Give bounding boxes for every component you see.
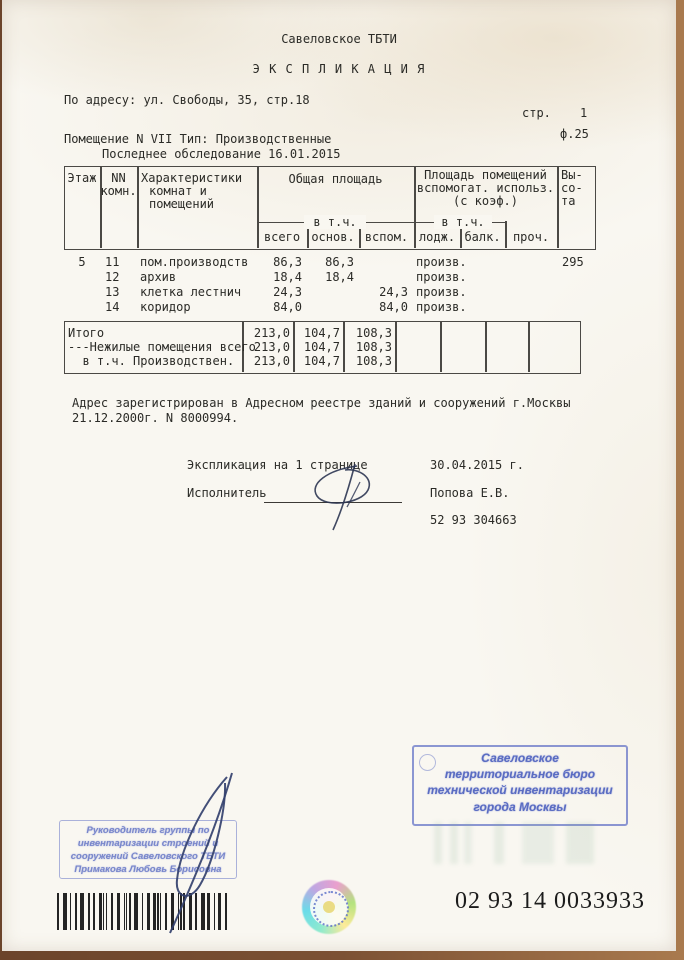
totals-row-aux: 108,3	[355, 354, 392, 368]
stamp-line: технической инвентаризации	[427, 783, 613, 797]
stamp-line: Савеловское	[481, 751, 559, 765]
col-group-total-area: Общая площадь	[288, 172, 383, 186]
col-characteristics: помещений	[149, 197, 215, 211]
table-row-room: 14	[105, 300, 120, 314]
signoff-date: 30.04.2015 г.	[430, 458, 524, 472]
col-group-aux-area: (с коэф.)	[452, 194, 519, 208]
table-row-room: 13	[105, 285, 120, 299]
totals-row-aux: 108,3	[355, 340, 392, 354]
stamp-line: Примакова Любовь Борисовна	[74, 864, 222, 875]
col-characteristics: Характеристики	[141, 171, 243, 185]
executor-code: 52 93 304663	[430, 513, 517, 527]
stamp-line: территориальное бюро	[444, 767, 596, 781]
table-row-total: 24,3	[273, 285, 302, 299]
faint-watermark	[434, 822, 614, 864]
col-loggia: лодж.	[418, 230, 456, 244]
document-title: Э К С П Л И К А Ц И Я	[252, 62, 426, 76]
form-code: ф.25	[560, 127, 589, 141]
approval-signature	[132, 765, 252, 940]
table-border	[440, 321, 442, 372]
totals-row-total: 213,0	[253, 340, 290, 354]
totals-row-total: 213,0	[253, 326, 290, 340]
col-characteristics: комнат и	[149, 184, 207, 198]
address-line: По адресу: ул. Свободы, 35, стр.18	[64, 93, 310, 107]
table-border	[137, 166, 139, 248]
totals-row-main: 104,7	[303, 340, 340, 354]
table-row-name: клетка лестнич	[140, 285, 242, 299]
table-row-usage: произв.	[416, 300, 467, 314]
table-row-room: 12	[105, 270, 120, 284]
organization-name: Савеловское ТБТИ	[281, 32, 397, 46]
incl-label-aux: в т.ч.	[434, 215, 492, 229]
table-row-height: 295	[562, 255, 584, 269]
table-row-usage: произв.	[416, 270, 467, 284]
table-row-name: архив	[140, 270, 177, 284]
stamp-line: инвентаризации строений и	[77, 838, 219, 849]
registry-note: Адрес зарегистрирован в Адресном реестре зданий и сооружений г.Москвы	[72, 396, 571, 410]
totals-row-main: 104,7	[303, 326, 340, 340]
table-row-total: 84,0	[273, 300, 302, 314]
stamp-line: города Москвы	[473, 800, 567, 814]
executor-label: Исполнитель	[187, 486, 267, 500]
totals-row-main: 104,7	[303, 354, 340, 368]
incl-label-total: в т.ч.	[304, 215, 366, 229]
page-label: стр.	[522, 106, 551, 120]
bti-stamp	[412, 745, 628, 826]
table-row-room: 11	[105, 255, 120, 269]
premise-line: Помещение N VII Тип: Производственные	[64, 132, 332, 146]
col-balcony: балк.	[464, 230, 501, 244]
table-row-main: 86,3	[325, 255, 354, 269]
table-row-floor: 5	[78, 255, 86, 269]
table-row-total: 18,4	[273, 270, 302, 284]
table-border	[528, 321, 530, 372]
col-floor: Этаж	[67, 171, 97, 185]
stamp-line: Руководитель группы по	[86, 825, 210, 836]
table-row-total: 86,3	[273, 255, 302, 269]
table-row-name: коридор	[140, 300, 191, 314]
totals-row-label: ---Нежилые помещения всего	[68, 340, 256, 354]
col-group-aux-area: вспомогат. использ.	[416, 181, 555, 195]
table-row-usage: произв.	[416, 285, 467, 299]
col-aux: вспом.	[364, 230, 409, 244]
document-page	[2, 0, 676, 951]
document-number: 02 93 14 0033933	[455, 888, 645, 914]
explication-pages-line: Экспликация на 1 странице	[187, 458, 368, 472]
hologram-seal-core	[323, 901, 335, 913]
totals-row-label: в т.ч. Производствен.	[68, 354, 235, 368]
col-room-no: комн.	[100, 184, 137, 198]
table-border	[395, 321, 397, 372]
page-number: 1	[580, 106, 588, 120]
col-height: та	[561, 194, 576, 208]
col-total: всего	[263, 230, 301, 244]
table-row-aux: 24,3	[379, 285, 408, 299]
table-row-main: 18,4	[325, 270, 354, 284]
table-border	[557, 166, 559, 248]
col-group-aux-area: Площадь помещений	[424, 168, 547, 182]
totals-row-aux: 108,3	[355, 326, 392, 340]
table-row-usage: произв.	[416, 255, 467, 269]
table-border	[485, 321, 487, 372]
col-other: проч.	[512, 230, 550, 244]
totals-row-total: 213,0	[253, 354, 290, 368]
executor-name: Попова Е.В.	[430, 486, 510, 500]
col-height: со-	[561, 181, 583, 195]
table-row-aux: 84,0	[379, 300, 408, 314]
registry-note: 21.12.2000г. N 8000994.	[72, 411, 239, 425]
executor-signature	[297, 452, 397, 537]
col-main: основ.	[311, 230, 355, 244]
survey-line: Последнее обследование 16.01.2015	[102, 147, 341, 161]
table-row-name: пом.производств	[140, 255, 249, 269]
col-room-no: NN	[111, 171, 126, 185]
totals-row-label: Итого	[68, 326, 105, 340]
col-height: Вы-	[561, 168, 583, 182]
stamp-line: сооружений Савеловского ТБТИ	[70, 851, 226, 862]
